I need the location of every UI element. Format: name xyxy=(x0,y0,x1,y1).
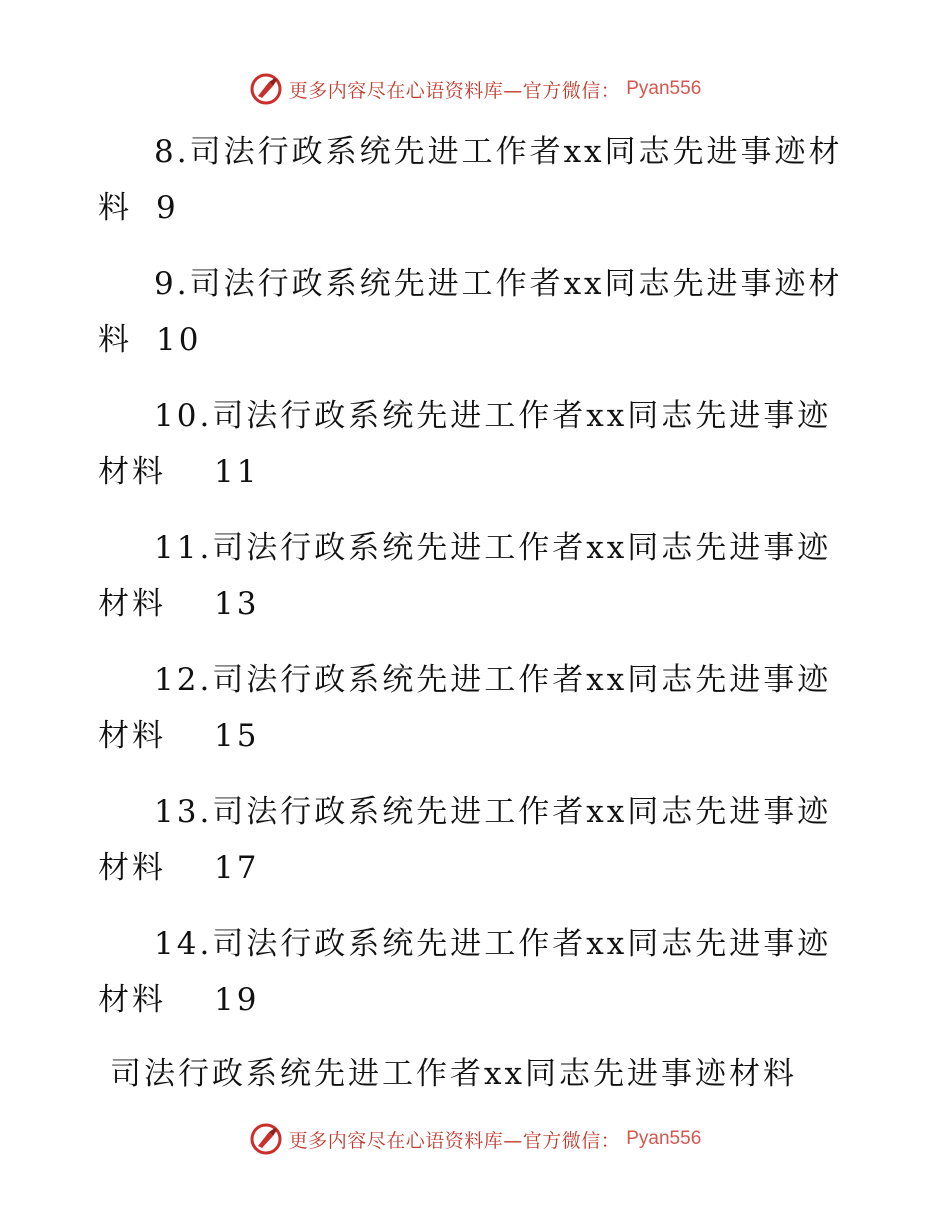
toc-entry-line1 xyxy=(98,520,858,576)
toc-entry-number: 9. xyxy=(154,266,190,302)
toc-entry-page-number: 9 xyxy=(156,190,179,226)
toc-entry-title: 司法行政系统先进工作者xx同志先进事迹 xyxy=(212,662,832,698)
watermark-wechat-id: Pyan556 xyxy=(626,78,702,99)
toc-entry-title: 司法行政系统先进工作者xx同志先进事迹材 xyxy=(189,266,843,302)
toc-entry-line2 xyxy=(98,444,858,500)
watermark-text: 更多内容尽在心语资料库—官方微信： xyxy=(288,1129,621,1152)
toc-entry[interactable] xyxy=(98,784,858,916)
toc-entry-line1 xyxy=(98,784,858,840)
toc-entry-title-continued: 料 xyxy=(98,190,132,226)
toc-entry-number: 8. xyxy=(154,134,190,170)
toc-entry-title-continued: 材料 xyxy=(98,982,166,1018)
toc-entry-page-number: 11 xyxy=(214,454,260,490)
toc-entry-title-continued: 材料 xyxy=(98,718,166,754)
toc-entry-line2 xyxy=(98,708,858,764)
toc-entry-line2 xyxy=(98,312,858,368)
toc-entry-number: 11. xyxy=(154,530,213,566)
toc-entry[interactable] xyxy=(98,256,858,388)
toc-entry-page-number: 15 xyxy=(214,718,260,754)
toc-entry[interactable] xyxy=(98,520,858,652)
toc-entry-number: 12. xyxy=(154,662,213,698)
footer-watermark xyxy=(0,1122,950,1156)
toc-entry-page-number: 10 xyxy=(156,322,202,358)
document-title: 司法行政系统先进工作者xx同志先进事迹材料 xyxy=(110,1056,797,1092)
toc-entry-title: 司法行政系统先进工作者xx同志先进事迹材 xyxy=(189,134,843,170)
toc-entry[interactable] xyxy=(98,652,858,784)
toc-entry-title: 司法行政系统先进工作者xx同志先进事迹 xyxy=(212,530,832,566)
toc-entry[interactable] xyxy=(98,916,858,1048)
toc-entry[interactable] xyxy=(98,388,858,520)
brand-logo-icon xyxy=(249,72,283,106)
toc-entry-line1 xyxy=(98,256,858,312)
watermark-text: 更多内容尽在心语资料库—官方微信： xyxy=(288,79,621,102)
toc-entry-line1 xyxy=(98,916,858,972)
toc-entry-title: 司法行政系统先进工作者xx同志先进事迹 xyxy=(212,794,832,830)
toc-entry-number: 14. xyxy=(154,926,213,962)
toc-entry-title-continued: 材料 xyxy=(98,850,166,886)
toc-entry-line2 xyxy=(98,180,858,236)
toc-entry-line1 xyxy=(98,652,858,708)
toc-entry-line2 xyxy=(98,972,858,1028)
toc-entry-line2 xyxy=(98,576,858,632)
toc-entry-page-number: 13 xyxy=(214,586,260,622)
brand-logo-icon xyxy=(249,1122,283,1156)
toc-entry-line1 xyxy=(98,388,858,444)
toc-entry[interactable] xyxy=(98,124,858,256)
toc-entry-title-continued: 材料 xyxy=(98,586,166,622)
toc-entry-number: 13. xyxy=(154,794,213,830)
toc-entry-title: 司法行政系统先进工作者xx同志先进事迹 xyxy=(212,926,832,962)
watermark-wechat-id: Pyan556 xyxy=(626,1128,702,1149)
header-watermark xyxy=(0,72,950,106)
toc-entry-number: 10. xyxy=(154,398,213,434)
toc-entry-page-number: 17 xyxy=(214,850,260,886)
table-of-contents xyxy=(98,124,858,1048)
toc-entry-line2 xyxy=(98,840,858,896)
toc-entry-title-continued: 材料 xyxy=(98,454,166,490)
toc-entry-title-continued: 料 xyxy=(98,322,132,358)
toc-entry-title: 司法行政系统先进工作者xx同志先进事迹 xyxy=(212,398,832,434)
toc-entry-page-number: 19 xyxy=(214,982,260,1018)
toc-entry-line1 xyxy=(98,124,858,180)
